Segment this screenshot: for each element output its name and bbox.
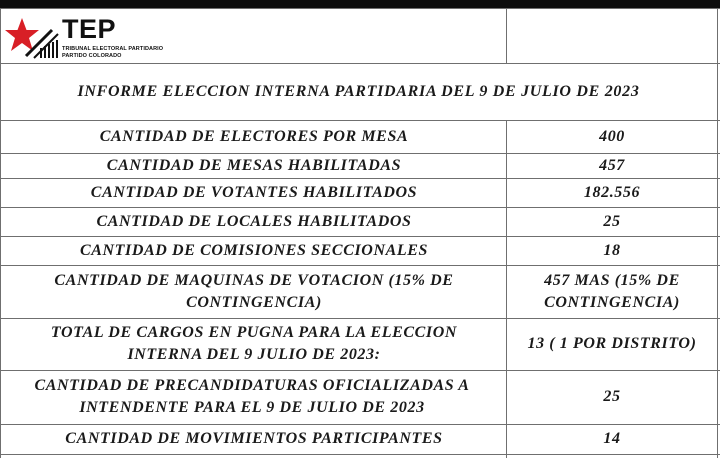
logo-subtitle-1: TRIBUNAL ELECTORAL PARTIDARIO bbox=[62, 46, 164, 52]
row-value: 25 bbox=[603, 212, 621, 230]
row-label: CANTIDAD DE ELECTORES POR MESA bbox=[99, 127, 409, 145]
row-value: 182.556 bbox=[583, 183, 641, 201]
star-logo-icon bbox=[4, 16, 64, 62]
top-border bbox=[0, 0, 720, 8]
report-title: INFORME ELECCION INTERNA PARTIDARIA DEL 9 DE JULIO DE 2023 bbox=[77, 83, 640, 100]
row-label: TOTAL DE CARGOS EN PUGNA PARA LA ELECCION INTERNA DEL 9 JULIO DE 2023: bbox=[50, 324, 458, 363]
row-value: 13 ( 1 POR DISTRITO) bbox=[527, 335, 697, 352]
row-label: CANTIDAD DE PRECANDIDATURAS OFICIALIZADAS A INTENDENTE PARA EL 9 DE JULIO DE 2023 bbox=[34, 377, 470, 416]
row-value: 400 bbox=[599, 127, 625, 145]
logo-title: TEP bbox=[62, 14, 117, 44]
row-value: 14 bbox=[603, 430, 621, 447]
tep-logo bbox=[4, 14, 164, 62]
logo-subtitle-2: PARTIDO COLORADO bbox=[62, 53, 122, 59]
row-value: 457 MAS (15% DE CONTINGENCIA) bbox=[544, 271, 680, 311]
row-label: CANTIDAD DE COMISIONES SECCIONALES bbox=[79, 241, 429, 259]
row-label: CANTIDAD DE LOCALES HABILITADOS bbox=[96, 212, 412, 230]
report-document bbox=[0, 8, 720, 458]
row-label: CANTIDAD DE MESAS HABILITADAS bbox=[106, 156, 402, 174]
row-label: CANTIDAD DE VOTANTES HABILITADOS bbox=[90, 183, 418, 201]
row-value: 18 bbox=[603, 241, 621, 259]
row-label: CANTIDAD DE MOVIMIENTOS PARTICIPANTES bbox=[65, 430, 443, 447]
row-value: 457 bbox=[599, 156, 625, 174]
row-label: CANTIDAD DE MAQUINAS DE VOTACION (15% DE CONTINGENCIA) bbox=[54, 271, 454, 311]
row-value: 25 bbox=[603, 388, 621, 405]
